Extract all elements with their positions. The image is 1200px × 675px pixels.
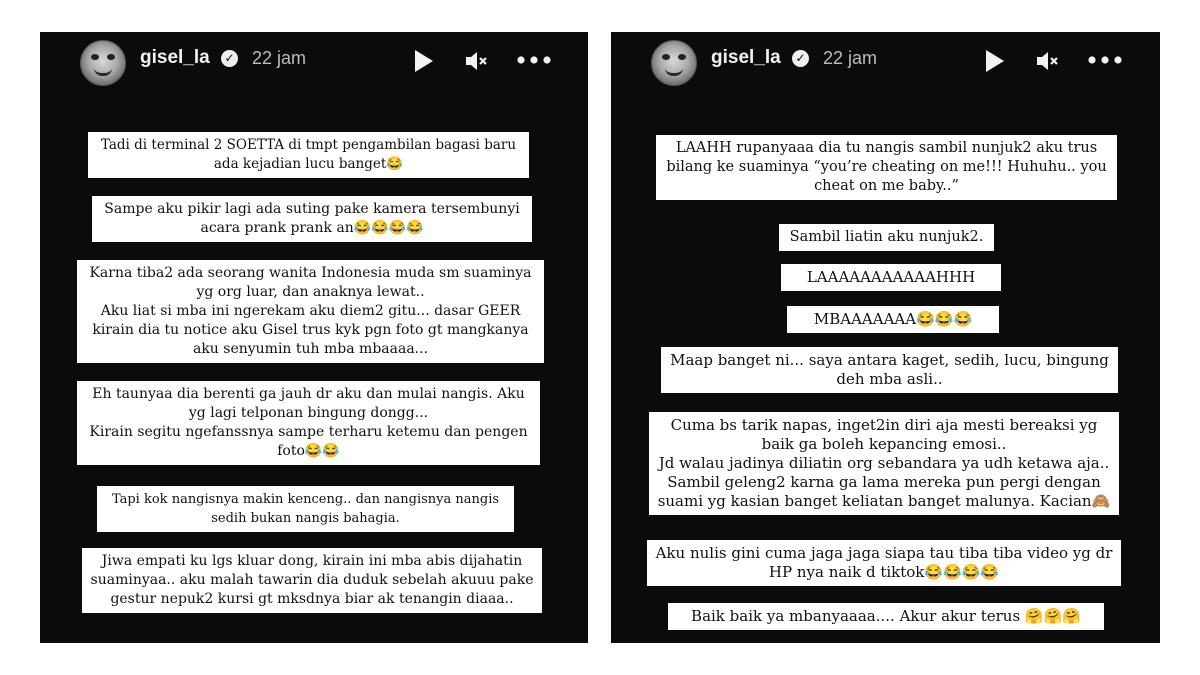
story-header	[40, 32, 588, 90]
username[interactable]: gisel_la	[711, 47, 781, 68]
more-icon[interactable]	[516, 49, 552, 71]
story-panel-right	[611, 32, 1160, 643]
story-panel-left	[40, 32, 588, 643]
text-bubble: Tadi di terminal 2 SOETTA di tmpt pengambilan bagasi baru ada kejadian lucu banget😂	[88, 132, 529, 178]
avatar[interactable]	[80, 40, 126, 86]
more-icon[interactable]	[1087, 49, 1123, 71]
avatar[interactable]	[651, 40, 697, 86]
text-bubble: Sampe aku pikir lagi ada suting pake kamera tersembunyi acara prank prank an😂😂😂😂	[92, 196, 532, 242]
text-bubble: LAAAAAAAAAAAHHH	[781, 264, 1001, 291]
text-bubble: Baik baik ya mbanyaaaa.... Akur akur terus 🤗🤗🤗	[668, 603, 1104, 630]
text-bubble: MBAAAAAAA😂😂😂	[787, 306, 999, 333]
text-bubble: Aku nulis gini cuma jaga jaga siapa tau tiba tiba video yg dr HP nya naik d tiktok😂😂😂😂	[647, 540, 1121, 586]
text-bubble: Eh taunyaa dia berenti ga jauh dr aku dan mulai nangis. Aku yg lagi telponan bingung dongg... Kirain segitu ngefanssnya sampe terharu ketemu dan pengen foto😂😂	[77, 381, 540, 465]
text-bubble: Cuma bs tarik napas, inget2in diri aja mesti bereaksi yg baik ga boleh kepancing emosi.. Jd walau jadinya diliatin org sebandara ya udh ketawa aja.. Sambil geleng2 karna ga lama mereka pun pergi dengan suami yg kasian banget keliatan banget malunya. Kacian🙈	[649, 412, 1119, 515]
story-header	[611, 32, 1160, 90]
play-icon[interactable]	[415, 50, 433, 72]
post-time: 22 jam	[252, 48, 307, 68]
verified-icon: ✓	[792, 50, 809, 67]
text-bubble: Karna tiba2 ada seorang wanita Indonesia muda sm suaminya yg org luar, dan anaknya lewat.. Aku liat si mba ini ngerekam aku diem2 gitu... dasar GEER kirain dia tu notice aku Gisel trus kyk pgn foto gt mangkanya aku senyumin tuh mba mbaaaa...	[77, 260, 544, 363]
play-icon[interactable]	[986, 50, 1004, 72]
post-time: 22 jam	[823, 48, 878, 68]
text-bubble: Sambil liatin aku nunjuk2.	[779, 224, 994, 251]
text-bubble: Tapi kok nangisnya makin kenceng.. dan nangisnya nangis sedih bukan nangis bahagia.	[97, 486, 514, 532]
mute-icon[interactable]	[1035, 50, 1059, 72]
text-bubble: Jiwa empati ku lgs kluar dong, kirain ini mba abis dijahatin suaminyaa.. aku malah tawarin dia duduk sebelah akuuu pake gestur nepuk2 kursi gt mksdnya biar ak tenangin diaaa..	[82, 548, 542, 613]
verified-icon: ✓	[221, 50, 238, 67]
text-bubble: LAAHH rupanyaaa dia tu nangis sambil nunjuk2 aku trus bilang ke suaminya “you’re cheating on me!!! Huhuhu.. you cheat on me baby..”	[656, 135, 1117, 200]
username[interactable]: gisel_la	[140, 47, 210, 68]
mute-icon[interactable]	[464, 50, 488, 72]
text-bubble: Maap banget ni... saya antara kaget, sedih, lucu, bingung deh mba asli..	[661, 347, 1118, 393]
